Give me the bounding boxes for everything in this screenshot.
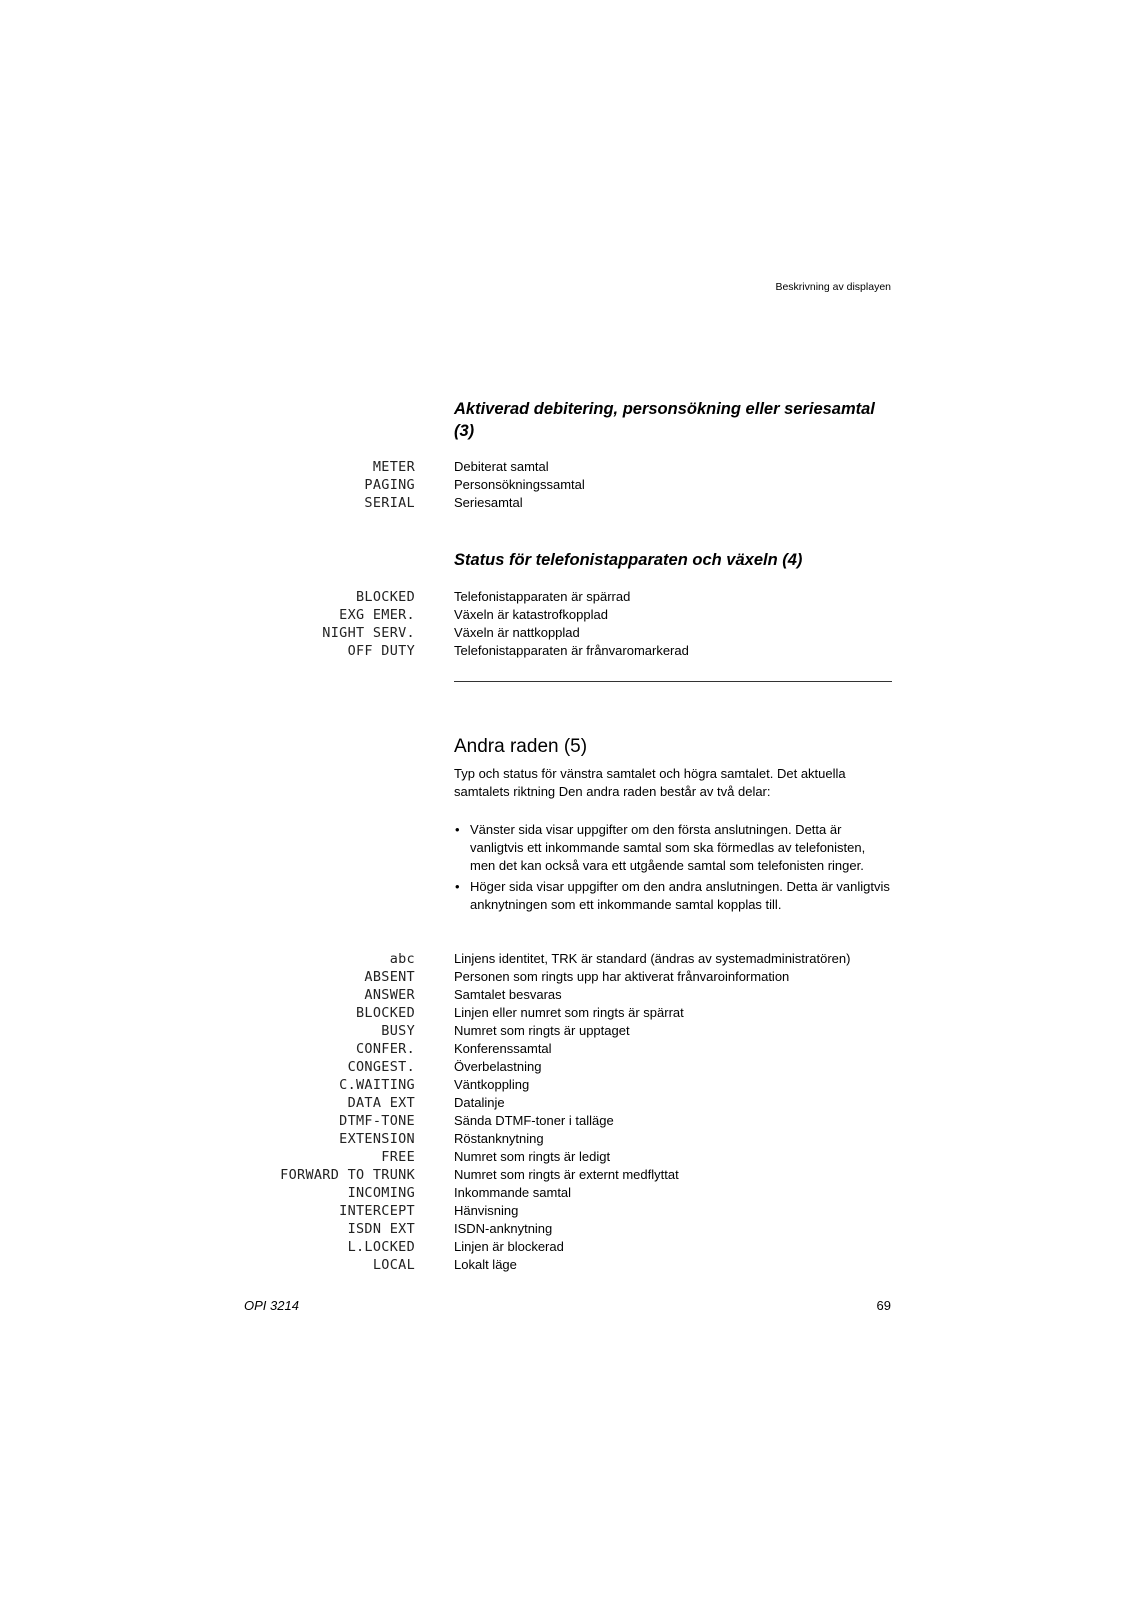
- display-code: ABSENT: [364, 969, 415, 985]
- definition-row: [0, 1004, 1131, 1022]
- definition-row: [0, 986, 1131, 1004]
- display-description: Lokalt läge: [454, 1257, 517, 1272]
- definition-row: [0, 1220, 1131, 1238]
- display-code: METER: [372, 459, 415, 475]
- display-code: BUSY: [381, 1023, 415, 1039]
- display-description: Telefonistapparaten är spärrad: [454, 589, 631, 604]
- display-code: INTERCEPT: [339, 1203, 415, 1219]
- display-description: Personsökningssamtal: [454, 477, 585, 492]
- display-code: EXTENSION: [339, 1131, 415, 1147]
- display-description: ISDN-anknytning: [454, 1221, 553, 1236]
- definition-row: [0, 494, 1131, 512]
- display-description: Växeln är nattkopplad: [454, 625, 580, 640]
- display-code: DATA EXT: [347, 1095, 415, 1111]
- definition-row: [0, 1058, 1131, 1076]
- section-5-bullets: [454, 821, 894, 917]
- document-id: OPI 3214: [244, 1298, 299, 1313]
- definition-row: [0, 1022, 1131, 1040]
- display-description: Samtalet besvaras: [454, 987, 562, 1002]
- display-description: Konferenssamtal: [454, 1041, 552, 1056]
- display-code: FORWARD TO TRUNK: [280, 1167, 415, 1183]
- definition-row: [0, 1256, 1131, 1274]
- definition-row: [0, 1040, 1131, 1058]
- display-code: INCOMING: [347, 1185, 415, 1201]
- section-5-title: Andra raden (5): [454, 736, 588, 757]
- definition-row: [0, 1184, 1131, 1202]
- bullet-item: • Höger sida visar uppgifter om den andra anslutningen. Detta är vanligtvis anknytningen som ett inkommande samtal kopplas till.: [454, 878, 894, 914]
- display-description: Växeln är katastrofkopplad: [454, 607, 608, 622]
- display-description: Telefonistapparaten är frånvaromarkerad: [454, 643, 689, 658]
- display-code: BLOCKED: [356, 589, 415, 605]
- display-code: PAGING: [364, 477, 415, 493]
- display-description: Numret som ringts är externt medflyttat: [454, 1167, 679, 1182]
- display-code: SERIAL: [364, 495, 415, 511]
- display-code: abc: [389, 951, 415, 967]
- display-description: Röstanknytning: [454, 1131, 544, 1146]
- display-code: LOCAL: [372, 1257, 415, 1273]
- display-code: ANSWER: [364, 987, 415, 1003]
- display-description: Linjen eller numret som ringts är spärrat: [454, 1005, 684, 1020]
- display-code: ISDN EXT: [347, 1221, 415, 1237]
- definition-row: [0, 950, 1131, 968]
- section-divider: [454, 681, 892, 682]
- display-code: NIGHT SERV.: [322, 625, 415, 641]
- definition-row: [0, 624, 1131, 642]
- display-code: EXG EMER.: [339, 607, 415, 623]
- display-description: Inkommande samtal: [454, 1185, 572, 1200]
- definition-row: [0, 588, 1131, 606]
- display-description: Personen som ringts upp har aktiverat frånvaroinformation: [454, 969, 790, 984]
- display-code: CONFER.: [356, 1041, 415, 1057]
- definition-row: [0, 1130, 1131, 1148]
- definition-row: [0, 458, 1131, 476]
- section-3-title: Aktiverad debitering, personsökning eller seriesamtal (3): [454, 400, 875, 440]
- display-code: FREE: [381, 1149, 415, 1165]
- display-description: Numret som ringts är upptaget: [454, 1023, 630, 1038]
- display-description: Sända DTMF-toner i talläge: [454, 1113, 614, 1128]
- section-5-intro: Typ och status för vänstra samtalet och högra samtalet. Det aktuella samtalets riktning Den andra raden består av två delar:: [454, 766, 846, 799]
- display-description: Linjen är blockerad: [454, 1239, 564, 1254]
- display-code: DTMF-TONE: [339, 1113, 415, 1129]
- display-description: Seriesamtal: [454, 495, 523, 510]
- running-head: Beskrivning av displayen: [775, 281, 891, 293]
- display-description: Debiterat samtal: [454, 459, 549, 474]
- page-number: 69: [876, 1298, 891, 1313]
- display-description: Datalinje: [454, 1095, 505, 1110]
- definition-row: [0, 1094, 1131, 1112]
- definition-row: [0, 1076, 1131, 1094]
- bullet-item: • Vänster sida visar uppgifter om den första anslutningen. Detta är vanligtvis ett inkommande samtal som ska förmedlas av telefonisten, men det kan också vara ett utgående samtal som telefonisten ringer.: [454, 821, 894, 875]
- display-description: Överbelastning: [454, 1059, 542, 1074]
- definition-row: [0, 1148, 1131, 1166]
- display-description: Numret som ringts är ledigt: [454, 1149, 611, 1164]
- definition-row: [0, 476, 1131, 494]
- definition-row: [0, 642, 1131, 660]
- display-description: Linjens identitet, TRK är standard (ändras av systemadministratören): [454, 951, 851, 966]
- section-4-title: Status för telefonistapparaten och växeln (4): [454, 551, 803, 569]
- definition-row: [0, 1238, 1131, 1256]
- definition-row: [0, 606, 1131, 624]
- display-code: L.LOCKED: [347, 1239, 415, 1255]
- display-code: CONGEST.: [347, 1059, 415, 1075]
- display-description: Hänvisning: [454, 1203, 519, 1218]
- display-code: C.WAITING: [339, 1077, 415, 1093]
- definition-row: [0, 968, 1131, 986]
- display-code: OFF DUTY: [347, 643, 415, 659]
- definition-row: [0, 1166, 1131, 1184]
- display-code: BLOCKED: [356, 1005, 415, 1021]
- display-description: Väntkoppling: [454, 1077, 530, 1092]
- definition-row: [0, 1202, 1131, 1220]
- definition-row: [0, 1112, 1131, 1130]
